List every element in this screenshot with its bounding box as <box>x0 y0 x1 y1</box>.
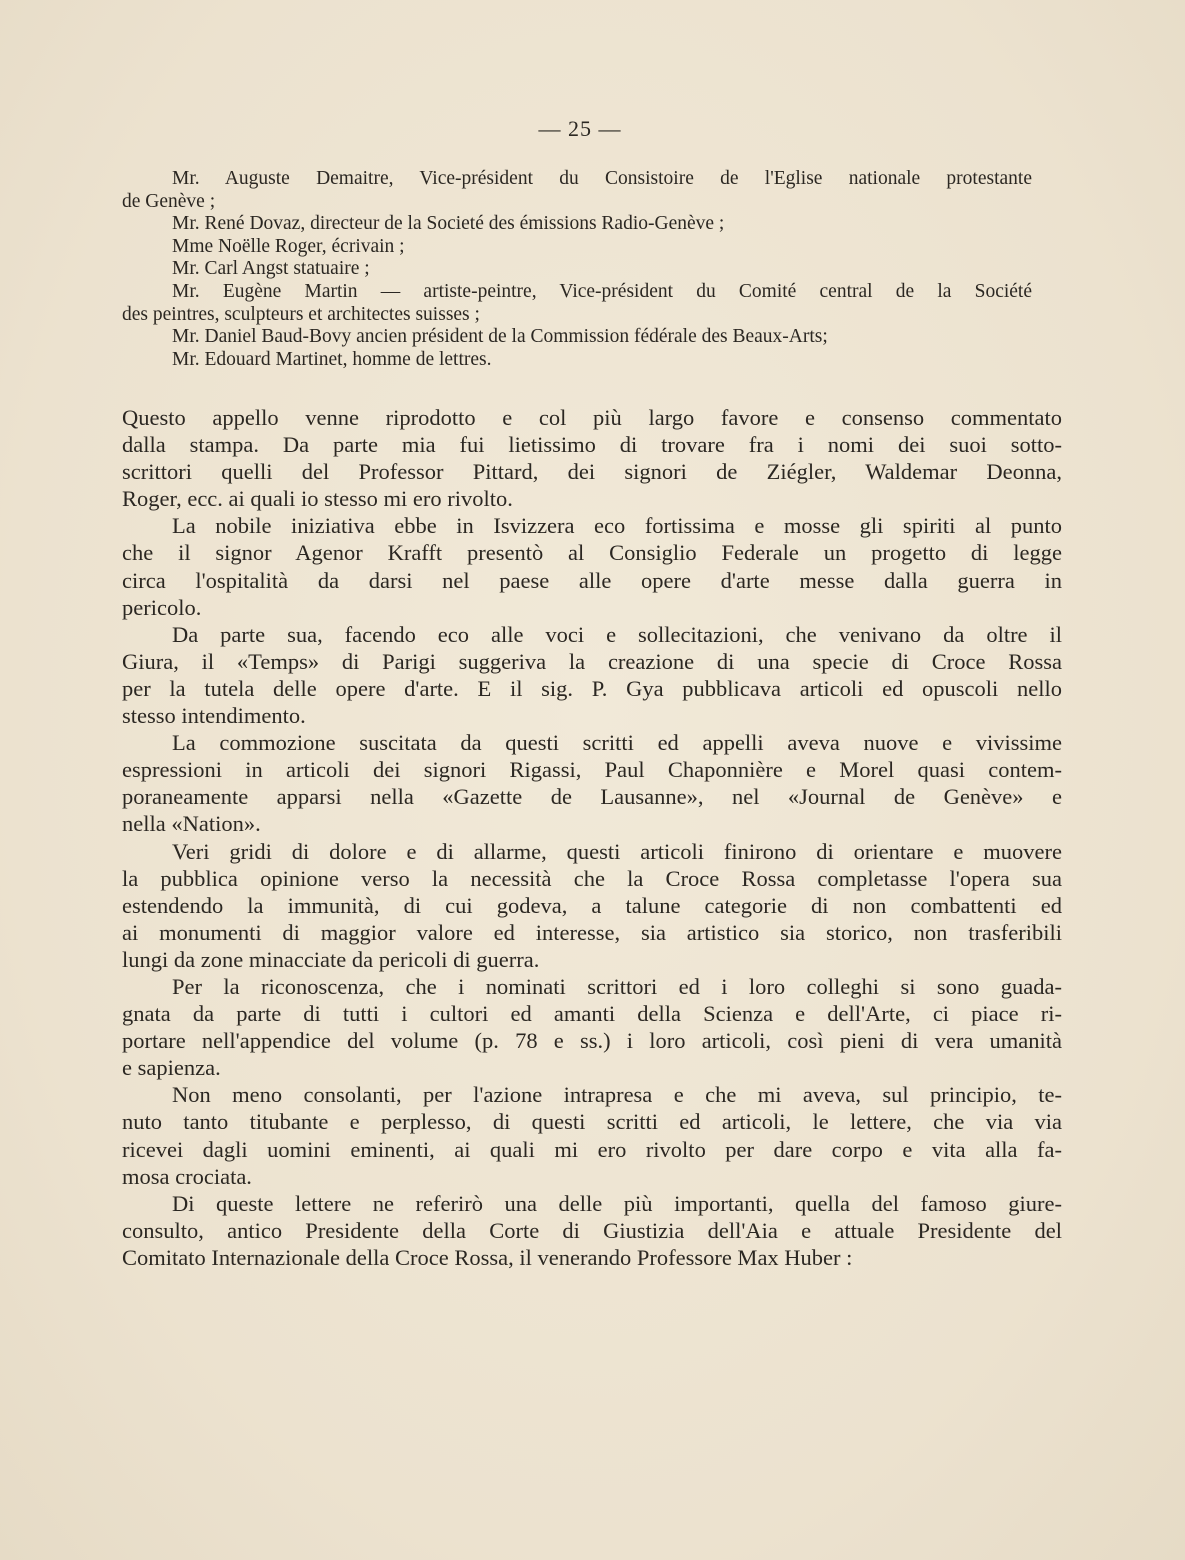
paragraph <box>122 1190 1062 1271</box>
text-line: des peintres, sculpteurs et architectes suisses ; <box>122 303 480 325</box>
text-line: poraneamente apparsi nella «Gazette de Lausanne», nel «Journal de Genève» e <box>122 784 1062 810</box>
text-line: dalla stampa. Da parte mia fui lietissimo di trovare fra i nomi dei suoi sotto- <box>122 432 1062 458</box>
text-line: lungi da zone minacciate da pericoli di guerra. <box>122 946 540 972</box>
text-line: Non meno consolanti, per l'azione intrapresa e che mi aveva, sul principio, te- <box>172 1082 1062 1108</box>
text-line: Mr. Auguste Demaitre, Vice-président du Consistoire de l'Eglise nationale protestante <box>172 168 1032 189</box>
signatory-entry <box>122 236 1032 259</box>
page-number: — 25 — <box>538 116 622 141</box>
body-text <box>122 404 1062 1271</box>
paragraph <box>122 838 1062 973</box>
text-line: Mr. Carl Angst statuaire ; <box>172 258 370 280</box>
text-line: consulto, antico Presidente della Corte di Giustizia dell'Aia e attuale Presidente del <box>122 1217 1062 1243</box>
text-line: espressioni in articoli dei signori Rigassi, Paul Chaponnière e Morel quasi contem- <box>122 757 1062 783</box>
signatory-entry <box>122 326 1032 349</box>
text-line: de Genève ; <box>122 190 216 212</box>
text-line: Mr. Eugène Martin — artiste-peintre, Vice-président du Comité central de la Société <box>172 280 1032 302</box>
signatory-entry <box>122 168 1032 213</box>
text-line: estendendo la immunità, di cui godeva, a talune categorie di non combattenti ed <box>122 892 1062 918</box>
text-line: ricevei dagli uomini eminenti, ai quali mi ero rivolto per dare corpo e vita alla fa- <box>122 1136 1062 1162</box>
paragraph <box>122 973 1062 1081</box>
signatory-entry <box>122 281 1032 326</box>
text-line: mosa crociata. <box>122 1163 252 1189</box>
text-line: Mr. Daniel Baud-Bovy ancien président de la Commission fédérale des Beaux-Arts; <box>172 326 828 348</box>
text-line: Mr. René Dovaz, directeur de la Societé des émissions Radio-Genève ; <box>172 213 725 235</box>
text-line: che il signor Agenor Krafft presentò al Consiglio Federale un progetto di legge <box>122 540 1062 566</box>
text-line: scrittori quelli del Professor Pittard, dei signori de Ziégler, Waldemar Deonna, <box>122 459 1062 485</box>
signatory-entry <box>122 258 1032 281</box>
text-line: Giura, il «Temps» di Parigi suggeriva la creazione di una specie di Croce Rossa <box>122 648 1062 674</box>
signatories-list <box>122 168 1032 371</box>
text-line: Roger, ecc. ai quali io stesso mi ero rivolto. <box>122 486 513 512</box>
text-line: Per la riconoscenza, che i nominati scrittori ed i loro colleghi si sono guada- <box>172 973 1062 999</box>
text-line: portare nell'appendice del volume (p. 78 e ss.) i loro articoli, così pieni di vera umanità <box>122 1028 1062 1054</box>
text-line: gnata da parte di tutti i cultori ed amanti della Scienza e dell'Arte, ci piace ri- <box>122 1001 1062 1027</box>
text-line: circa l'ospitalità da darsi nel paese alle opere d'arte messe dalla guerra in <box>122 567 1062 593</box>
paragraph <box>122 621 1062 729</box>
text-line: ai monumenti di maggior valore ed interesse, sia artistico sia storico, non trasferibili <box>122 919 1062 945</box>
text-line: La nobile iniziativa ebbe in Isvizzera eco fortissima e mosse gli spiriti al punto <box>172 513 1062 539</box>
text-line: Comitato Internazionale della Croce Rossa, il venerando Professore Max Huber : <box>122 1244 853 1270</box>
text-line: Di queste lettere ne referirò una delle più importanti, quella del famoso giure- <box>172 1190 1062 1216</box>
text-line: nella «Nation». <box>122 811 261 837</box>
text-line: Veri gridi di dolore e di allarme, questi articoli finirono di orientare e muovere <box>172 838 1062 864</box>
text-line: Questo appello venne riprodotto e col più largo favore e consenso commentato <box>122 405 1062 430</box>
paragraph <box>122 404 1062 512</box>
signatory-entry <box>122 349 1032 372</box>
signatory-entry <box>122 213 1032 236</box>
paragraph <box>122 729 1062 837</box>
text-line: Da parte sua, facendo eco alle voci e sollecitazioni, che venivano da oltre il <box>172 621 1062 647</box>
text-line: nuto tanto titubante e perplesso, di questi scritti ed articoli, le lettere, che via via <box>122 1109 1062 1135</box>
paragraph <box>122 1081 1062 1189</box>
text-line: per la tutela delle opere d'arte. E il sig. P. Gya pubblicava articoli ed opuscoli nello <box>122 675 1062 701</box>
text-line: Mme Noëlle Roger, écrivain ; <box>172 235 405 257</box>
text-line: La commozione suscitata da questi scritti ed appelli aveva nuove e vivissime <box>172 730 1062 756</box>
text-line: e sapienza. <box>122 1055 221 1081</box>
text-line: la pubblica opinione verso la necessità che la Croce Rossa completasse l'opera sua <box>122 865 1062 891</box>
text-line: stesso intendimento. <box>122 703 306 729</box>
text-line: pericolo. <box>122 594 202 620</box>
paragraph <box>122 512 1062 620</box>
text-line: Mr. Edouard Martinet, homme de lettres. <box>172 348 492 370</box>
